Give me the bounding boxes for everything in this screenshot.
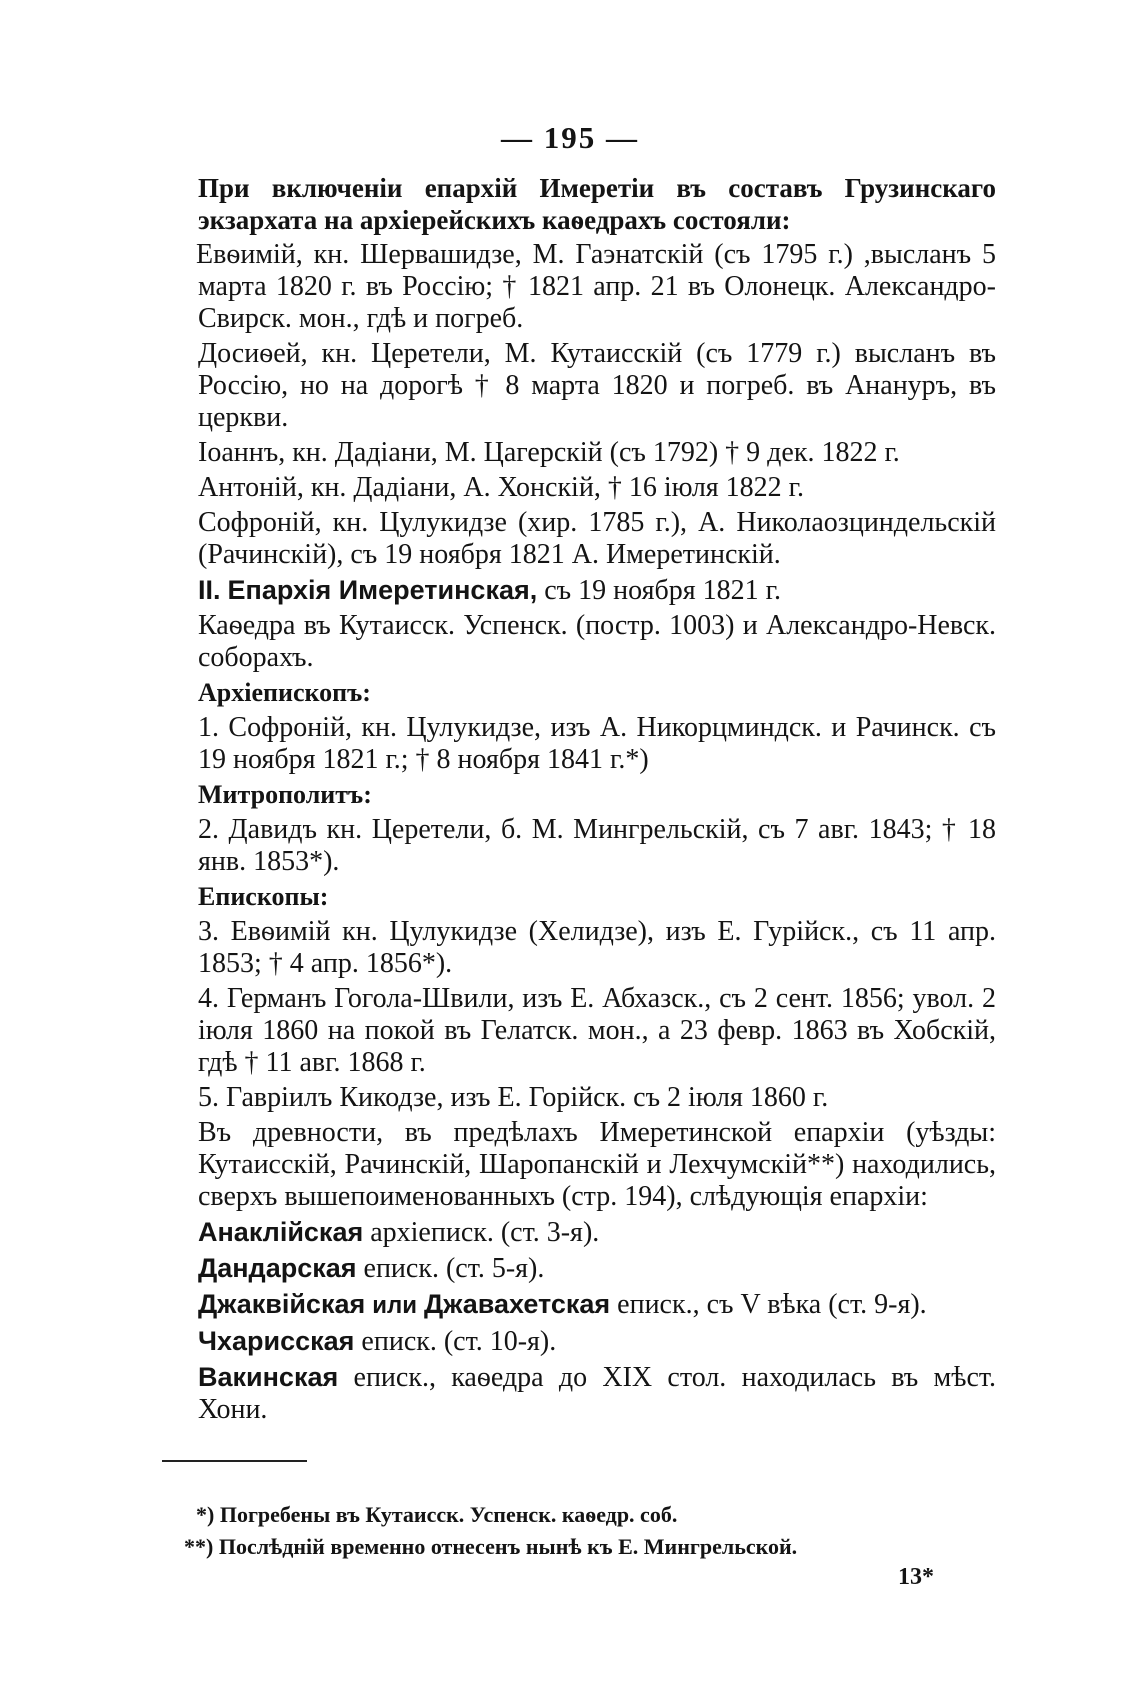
entry-5: 5. Гавріилъ Кикодзе, изъ Е. Горійск. съ 2 іюля 1860 г. xyxy=(198,1082,829,1113)
eparchy-item xyxy=(198,1216,996,1249)
footnote-1: *) Погребены въ Кутаисск. Успенск. каѳедр. соб. xyxy=(196,1502,678,1527)
bishops-label: Епископы: xyxy=(198,882,329,911)
eparchy-name: Чхарисская xyxy=(198,1326,355,1356)
eparchy-name-alt: Джавахетская xyxy=(424,1289,611,1319)
bishop-entry: Софроній, кн. Цулукидзе (хир. 1785 г.), А. Николаозциндельскій (Рачинскій), съ 19 ноября 1821 А. Имеретинскій. xyxy=(198,507,996,570)
eparchy-connector: или xyxy=(372,1292,417,1319)
bishop-entry: Антоній, кн. Дадіани, А. Хонскій, † 16 іюля 1822 г. xyxy=(198,472,804,503)
bishop-entry: Іоаннъ, кн. Дадіани, М. Цагерскій (съ 1792) † 9 дек. 1822 г. xyxy=(198,437,900,468)
eparchy-detail: архіеписк. (ст. 3-я). xyxy=(370,1217,600,1248)
metropolitan-label: Митрополитъ: xyxy=(198,780,372,809)
section-date: съ 19 ноября 1821 г. xyxy=(544,575,781,606)
cathedra-note: Каѳедра въ Кутаисск. Успенск. (постр. 1003) и Александро-Невск. соборахъ. xyxy=(198,610,996,673)
eparchy-name: Дандарская xyxy=(198,1253,357,1283)
bishop-entry: Евѳимій, кн. Шервашидзе, М. Гаэнатскій (съ 1795 г.) ,высланъ 5 марта 1820 г. въ Россію; † 1821 апр. 21 въ Олонецк. Александро-Свирск. мон., гдѣ и погреб. xyxy=(196,239,996,334)
eparchy-item xyxy=(198,1288,996,1322)
entry-4: 4. Германъ Гогола-Швили, изъ Е. Абхазск., съ 2 сент. 1856; увол. 2 іюля 1860 на покой въ Гелатск. мон., а 23 февр. 1863 въ Хобскій, гдѣ † 11 авг. 1868 г. xyxy=(198,983,996,1078)
footnote-divider xyxy=(162,1460,307,1462)
eparchy-detail: еписк. (ст. 10-я). xyxy=(361,1326,557,1357)
bishops-before-list xyxy=(198,239,996,571)
section-heading-line xyxy=(198,574,996,607)
eparchy-name: Вакинская xyxy=(198,1362,339,1392)
section-heading: Епархія Имеретинская, xyxy=(227,575,538,605)
intro-paragraph: При включеніи епархій Имеретіи въ составъ Грузинскаго экзархата на архіерейскихъ каѳедрахъ состояли: xyxy=(198,173,996,235)
eparchy-name: Анаклійская xyxy=(198,1217,364,1247)
footnote-2: **) Послѣдній временно отнесенъ нынѣ къ Е. Мингрельской. xyxy=(184,1534,798,1559)
eparchy-detail: еписк., каѳедра до XIX стол. находилась въ мѣст. Хони. xyxy=(198,1362,996,1425)
page-body xyxy=(198,172,996,1426)
eparchy-detail: еписк. (ст. 5-я). xyxy=(363,1253,545,1284)
archbishop-label: Архіепископъ: xyxy=(198,678,371,707)
entry-3: 3. Евѳимій кн. Цулукидзе (Хелидзе), изъ Е. Гурійск., съ 11 апр. 1853; † 4 апр. 1856*). xyxy=(198,916,996,979)
entry-2: 2. Давидъ кн. Церетели, б. М. Мингрельскій, съ 7 авг. 1843; † 18 янв. 1853*). xyxy=(198,814,996,877)
eparchy-list xyxy=(198,1216,996,1426)
entry-1: 1. Софроній, кн. Цулукидзе, изъ А. Никорцминдск. и Рачинск. съ 19 ноября 1821 г.; † 8 ноября 1841 г.*) xyxy=(198,712,996,775)
eparchy-item xyxy=(198,1325,996,1358)
eparchy-name: Джаквійская xyxy=(198,1289,366,1319)
signature-mark: 13* xyxy=(898,1564,934,1590)
eparchy-detail: еписк., съ V вѣка (ст. 9-я). xyxy=(617,1289,927,1320)
page-number: — 195 — xyxy=(501,120,639,155)
ancient-eparchies-paragraph: Въ древности, въ предѣлахъ Имеретинской епархіи (уѣзды: Кутаисскій, Рачинскій, Шаропанскій и Лехчумскій**) находились, сверхъ вышепоименованныхъ (стр. 194), слѣдующія епархіи: xyxy=(198,1117,996,1212)
section-number: II. xyxy=(198,575,221,605)
eparchy-item xyxy=(198,1361,996,1426)
bishop-entry: Досиѳей, кн. Церетели, М. Кутаисскій (съ 1779 г.) высланъ въ Россію, но на дорогѣ † 8 марта 1820 и погреб. въ Анануръ, въ церкви. xyxy=(198,338,996,433)
eparchy-item xyxy=(198,1252,996,1285)
